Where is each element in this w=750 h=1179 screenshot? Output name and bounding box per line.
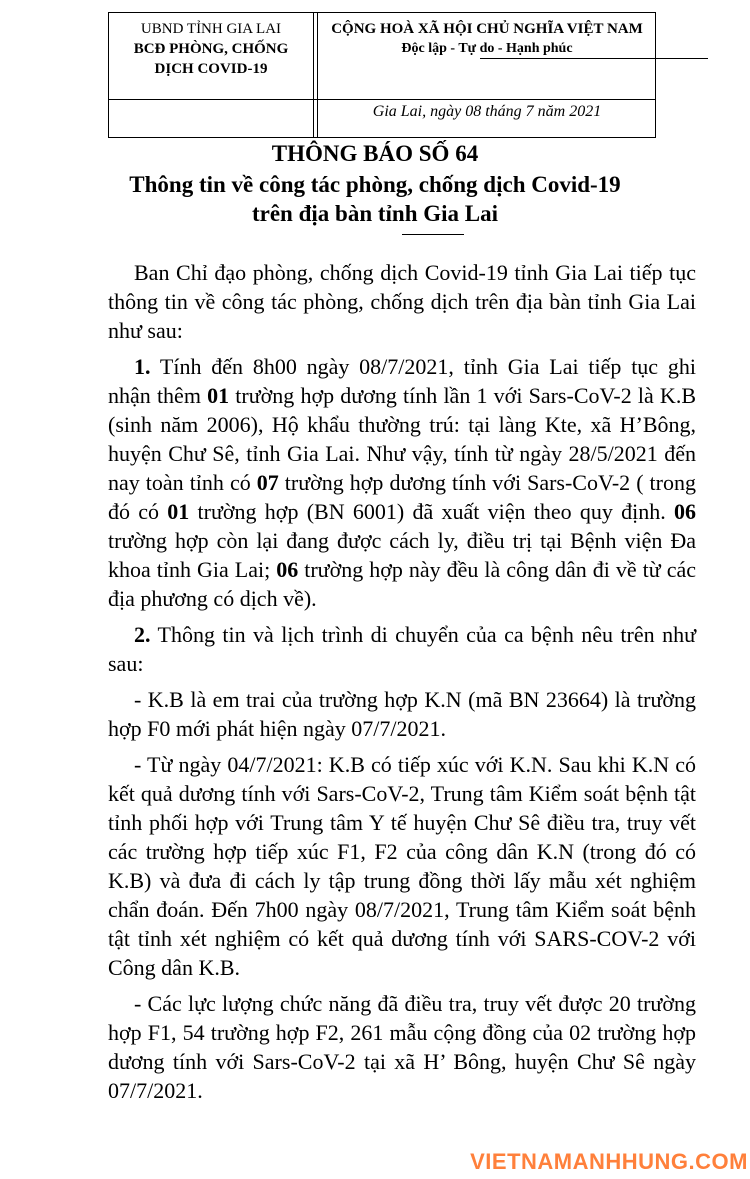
document-body <box>108 258 696 1112</box>
text-run: trường hợp (BN 6001) đã xuất viện theo quy định. <box>189 499 675 524</box>
text-run: trường hợp còn lại đang được cách ly, điều trị tại Bệnh viện Đa khoa tỉnh Gia Lai; <box>108 528 696 582</box>
nation-name: CỘNG HOÀ XÃ HỘI CHỦ NGHĨA VIỆT NAM <box>331 21 643 37</box>
document-subtitle-line-1: Thông tin về công tác phòng, chống dịch Covid-19 <box>129 172 621 197</box>
emphasis: 06 <box>674 499 697 524</box>
motto-underline <box>480 58 708 59</box>
emphasis: 01 <box>207 383 230 408</box>
title-separator <box>402 234 464 235</box>
site-watermark: VIETNAMANHHUNG.COM <box>470 1149 748 1174</box>
header-table <box>108 12 656 138</box>
org-line-1: UBND TỈNH GIA LAI <box>140 21 282 37</box>
paragraph-5: - Các lực lượng chức năng đã điều tra, truy vết được 20 trường hợp F1, 54 trường hợp F2, 261 mẫu cộng đồng của 02 trường hợp dương tính với Sars-CoV-2 tại xã H’ Bông, huyện Chư Sê ngày 07/7/2021. <box>108 991 696 1103</box>
document-date: Gia Lai, ngày 08 tháng 7 năm 2021 <box>372 103 602 120</box>
paragraph-1 <box>108 352 696 613</box>
header-divider <box>109 99 655 100</box>
org-line-2: BCĐ PHÒNG, CHỐNG <box>133 41 289 57</box>
text-run: Tính đến 8h00 ngày 08/7/2021, tỉnh Gia Lai tiếp tục ghi nhận thêm <box>108 354 696 408</box>
header-divider <box>313 13 314 137</box>
org-line-3: DỊCH COVID-19 <box>154 61 268 77</box>
document-title: THÔNG BÁO SỐ 64 <box>271 141 479 166</box>
document-subtitle-line-2: trên địa bàn tỉnh Gia Lai <box>251 201 499 226</box>
emphasis: 06 <box>276 557 299 582</box>
issuing-organization <box>109 19 313 79</box>
text-run: Thông tin và lịch trình di chuyển của ca bệnh nêu trên như sau: <box>108 622 696 676</box>
paragraph-3: - K.B là em trai của trường hợp K.N (mã BN 23664) là trường hợp F0 mới phát hiện ngày 07/7/2021. <box>108 687 696 741</box>
text-run: trường hợp dương tính lần 1 với Sars-CoV-2 là K.B (sinh năm 2006), Hộ khẩu thường trú: tại làng Kte, xã H’Bông, huyện Chư Sê, tỉnh Gia Lai. Như vậy, tính từ ngày 28/5/2021 đến nay toàn tỉnh có <box>108 383 696 495</box>
text-run: trường hợp dương tính với Sars-CoV-2 ( trong đó có <box>108 470 696 524</box>
paragraph-2-number: 2. <box>134 622 151 647</box>
text-run: trường hợp này đều là công dân đi về từ các địa phương có dịch về). <box>108 557 696 611</box>
intro-paragraph: Ban Chỉ đạo phòng, chống dịch Covid-19 tỉnh Gia Lai tiếp tục thông tin về công tác phòng, chống dịch trên địa bàn tỉnh Gia Lai như sau: <box>108 260 696 343</box>
national-motto: Độc lập - Tự do - Hạnh phúc <box>401 41 573 56</box>
national-heading <box>317 19 657 59</box>
paragraph-4: - Từ ngày 04/7/2021: K.B có tiếp xúc với K.N. Sau khi K.N có kết quả dương tính với Sars-CoV-2, Trung tâm Kiểm soát bệnh tật tỉnh phối hợp với Trung tâm Y tế huyện Chư Sê điều tra, truy vết các trường hợp tiếp xúc F1, F2 của công dân K.N (trong đó có K.B) và đưa đi cách ly tập trung đồng thời lấy mẫu xét nghiệm chẩn đoán. Đến 7h00 ngày 08/7/2021, Trung tâm Kiểm soát bệnh tật tỉnh xét nghiệm có kết quả dương tính với SARS-COV-2 với Công dân K.B. <box>108 752 696 980</box>
emphasis: 07 <box>256 470 279 495</box>
emphasis: 01 <box>167 499 190 524</box>
paragraph-1-number: 1. <box>134 354 151 379</box>
paragraph-2 <box>108 620 696 678</box>
